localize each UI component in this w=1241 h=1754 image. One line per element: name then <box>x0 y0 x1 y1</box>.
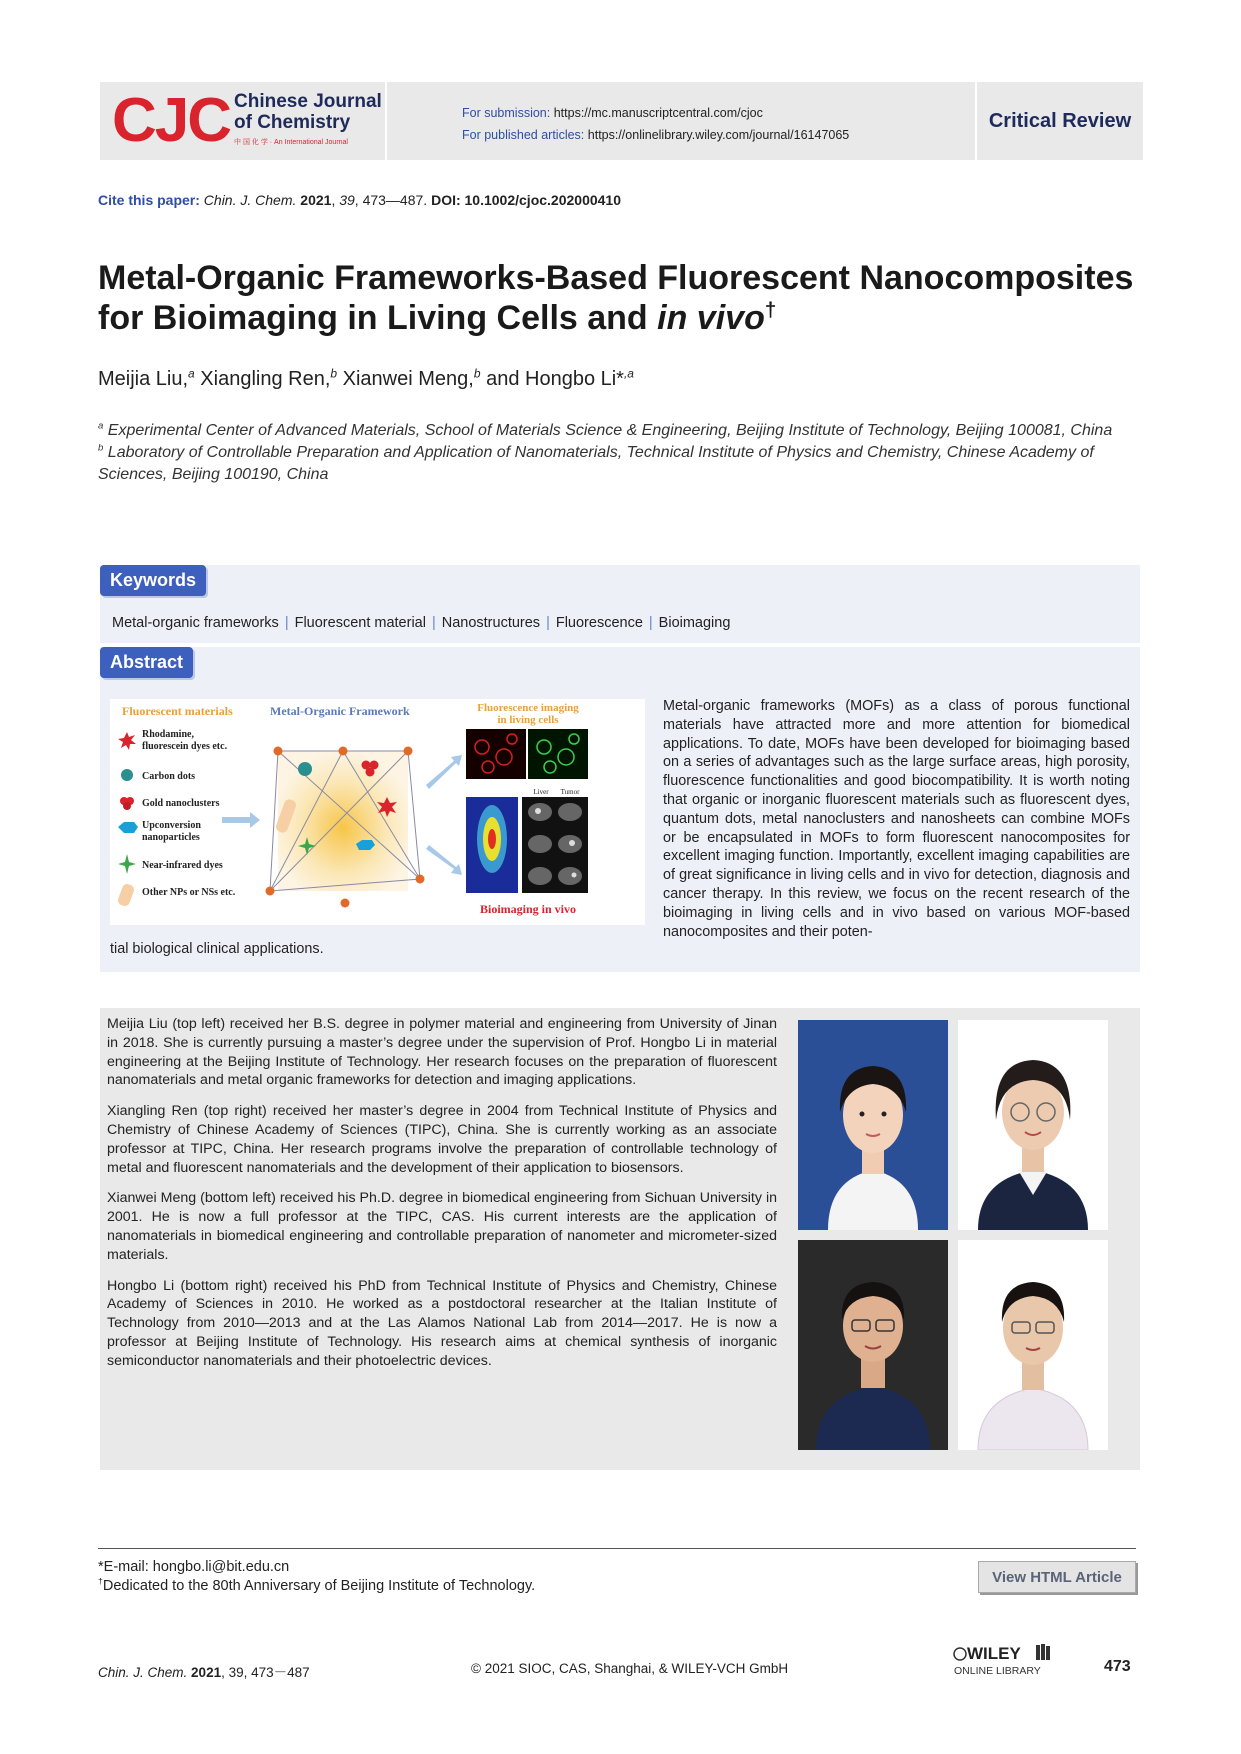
sphere-icon <box>121 769 133 781</box>
abstract-heading: Abstract <box>100 647 193 678</box>
affiliation: $^b$ Laboratory of Controllable Preparation and Application of Nanomaterials, Technical Institute of Physics and Chemistry, Chinese Academy of Sciences, Beijing 100190, China <box>98 442 1094 483</box>
journal-name: Chinese Journal of Chemistry <box>234 91 382 133</box>
abstract-text-tail: tial biological clinical applications. <box>110 941 324 957</box>
page-number: 473 <box>1104 1658 1131 1675</box>
graphical-abstract-figure <box>110 699 645 925</box>
abstract-text: Metal-organic frameworks (MOFs) as a class of porous functional materials have attracted more and more attention for biomedical applications. To date, MOFs have been developed for bioimaging based on a series of advantages such as the large surface areas, high porosity, fluorescence functionalities and good biocompatibility. It is worth noting that organic or inorganic fluorescent materials such as fluorescent dyes, quantum dots, metal nanoclusters and nanosheets can combine MOFs or be encapsulated in MOFs to form fluorescent nanocomposites for excellent imaging function. Importantly, excellent imaging capabilities are of great significance in living cells and in vivo for detection, diagnosis and cancer therapy. In this review, we focus on the recent research of the bioimaging in living cells and in vivo based on various MOF-based nanocomposites and their poten- <box>663 698 1130 940</box>
keyword: Bioimaging <box>658 615 731 631</box>
fig-material-label: Gold nanoclusters <box>142 798 220 809</box>
affiliation: $^a$ Experimental Center of Advanced Materials, School of Materials Science & Engineering, Beijing Institute of Technology, Beijing 100081, China <box>98 420 1113 439</box>
arrow-icon <box>222 812 260 828</box>
fig-material-label: Upconversion <box>142 820 201 831</box>
sparkle-icon <box>118 854 136 874</box>
journal-tagline: 中 国 化 学 · An International Journal <box>234 139 348 146</box>
fig-bottom-label: Bioimaging in vivo <box>479 902 577 916</box>
author: Xiangling Ren, <box>200 368 331 390</box>
dedication-note: Dedicated to the 80th Anniversary of Beijing Institute of Technology. <box>102 1578 536 1594</box>
view-html-article-button[interactable]: View HTML Article <box>978 1561 1136 1593</box>
sheet-icon <box>117 883 136 908</box>
keyword: Fluorescence <box>555 615 643 631</box>
svg-text:WILEY: WILEY <box>967 1644 1021 1663</box>
fig-material-label: nanoparticles <box>142 832 200 843</box>
author: Xianwei Meng, <box>342 368 474 390</box>
fig-material-label: Rhodamine, <box>142 729 194 740</box>
star-burst-icon <box>118 732 136 750</box>
cluster-icon <box>120 797 134 810</box>
fig-left-heading: Fluorescent materials <box>122 704 233 718</box>
keywords-panel <box>100 565 1140 643</box>
journal-banner <box>100 82 1143 160</box>
fig-material-label: Near-infrared dyes <box>142 860 223 871</box>
corresponding-email[interactable]: *E-mail: hongbo.li@bit.edu.cn <box>98 1559 290 1575</box>
bio-paragraph: Meijia Liu (top left) received her B.S. degree in polymer material and engineering from University of Jinan in 2018. She is currently pursuing a master’s degree under the supervision of Prof. Hongbo Li in material engineering at the Beijing Institute of Technology. Her research focuses on the preparation of fluorescent nanomaterials and metal organic frameworks for detection and imaging applications. <box>107 1016 777 1089</box>
article-title: Metal-Organic Frameworks-Based Fluorescent Nanocomposites for Bioimaging in Living Cells and in vivo† <box>98 259 1134 337</box>
fig-material-label: fluorescein dyes etc. <box>142 741 228 752</box>
keyword: Nanostructures <box>441 615 541 631</box>
published-link[interactable]: https://onlinelibrary.wiley.com/journal/16147065 <box>587 128 850 142</box>
citation-line: Cite this paper: Chin. J. Chem. 2021, 39, 473—487. DOI: 10.1002/cjoc.202000410 <box>98 192 621 208</box>
submission-label: For submission: <box>462 106 551 120</box>
liver-label: Liver <box>533 788 549 796</box>
author-photo-meng <box>798 1240 948 1450</box>
author-biographies <box>100 1008 1140 1470</box>
author-photo-ren <box>958 1020 1108 1230</box>
article-type: Critical Review <box>975 82 1143 160</box>
keyword: Fluorescent material <box>294 615 426 631</box>
fig-material-label: Carbon dots <box>142 771 196 782</box>
fig-center-heading: Metal-Organic Framework <box>270 704 410 718</box>
arrow-icon <box>426 755 462 789</box>
footer-copyright: © 2021 SIOC, CAS, Shanghai, & WILEY-VCH GmbH <box>471 1661 789 1676</box>
fig-right-heading: in living cells <box>497 714 559 726</box>
keywords-heading: Keywords <box>100 565 206 596</box>
author: Meijia Liu, <box>98 368 189 390</box>
keyword-list: Metal-organic frameworks | Fluorescent material | Nanostructures | Fluorescence | Bioimaging <box>112 615 731 631</box>
doi[interactable]: DOI: 10.1002/cjoc.202000410 <box>431 192 621 208</box>
arrow-icon <box>426 845 462 875</box>
affiliations <box>98 420 1144 486</box>
abstract-panel <box>100 647 1140 972</box>
submission-link[interactable]: https://mc.manuscriptcentral.com/cjoc <box>553 106 763 120</box>
fig-material-label: Other NPs or NSs etc. <box>142 887 236 898</box>
submission-links <box>462 102 849 146</box>
bio-paragraph: Xiangling Ren (top right) received her master’s degree in 2004 from Technical Institute of Physics and Chemistry of Chinese Academy of Sciences (TIPC), China. She is currently working as an associate professor at TIPC, China. Her research programs involve the preparation of controllable technology of metal and fluorescent nanomaterials and the development of their application to biosensors. <box>107 1103 777 1176</box>
mri-image-grid <box>522 797 588 893</box>
wiley-seal-icon <box>954 1648 966 1660</box>
published-label: For published articles: <box>462 128 585 142</box>
author: and Hongbo Li* <box>486 368 624 390</box>
logo-cjc-text: CJC <box>112 86 231 155</box>
svg-text:ONLINE LIBRARY: ONLINE LIBRARY <box>954 1665 1041 1677</box>
footnotes: *E-mail: hongbo.li@bit.edu.cn †Dedicated to the 80th Anniversary of Beijing Institute of Technology. <box>98 1559 536 1594</box>
author-photo-li <box>958 1240 1108 1450</box>
carbon-dot <box>298 762 312 776</box>
mof-core <box>278 751 408 891</box>
fig-right-heading: Fluorescence imaging <box>477 702 579 714</box>
keyword: Metal-organic frameworks <box>112 615 279 631</box>
bio-paragraph: Xianwei Meng (bottom left) received his Ph.D. degree in biomedical engineering from Sichuan University in 2001. He is now a full professor at the TIPC, CAS. His current interests are the application of nanomaterials in biomedical engineering and controllable preparation of nanometer and micrometer-sized materials. <box>107 1190 777 1263</box>
hexagon-icon <box>118 822 138 833</box>
wiley-online-library-logo[interactable] <box>952 1642 1062 1678</box>
bio-paragraph: Hongbo Li (bottom right) received his PhD from Technical Institute of Physics and Chemistry, Chinese Academy of Sciences in 2010. He worked as a postdoctoral researcher at the Italian Institute of Technology from 2010—2013 and at the Las Alamos National Lab from 2014—2017. He is now a professor at Beijing Institute of Technology. His research aims at chemical synthesis of inorganic semiconductor nanomaterials and their photoelectric devices. <box>107 1277 777 1369</box>
journal-logo[interactable] <box>100 82 387 160</box>
bio-text <box>107 1015 777 1383</box>
author-list: Meijia Liu,$^a$ Xiangling Ren,$^b$ Xianwei Meng,$^b$ and Hongbo Li*$^{,a}$ <box>98 366 634 390</box>
author-photo-liu <box>798 1020 948 1230</box>
footnote-rule <box>98 1548 1136 1549</box>
tumor-label: Tumor <box>560 788 580 796</box>
books-icon <box>1036 1644 1050 1660</box>
footer-citation: Chin. J. Chem. 2021, 39, 473－487 <box>98 1665 310 1680</box>
